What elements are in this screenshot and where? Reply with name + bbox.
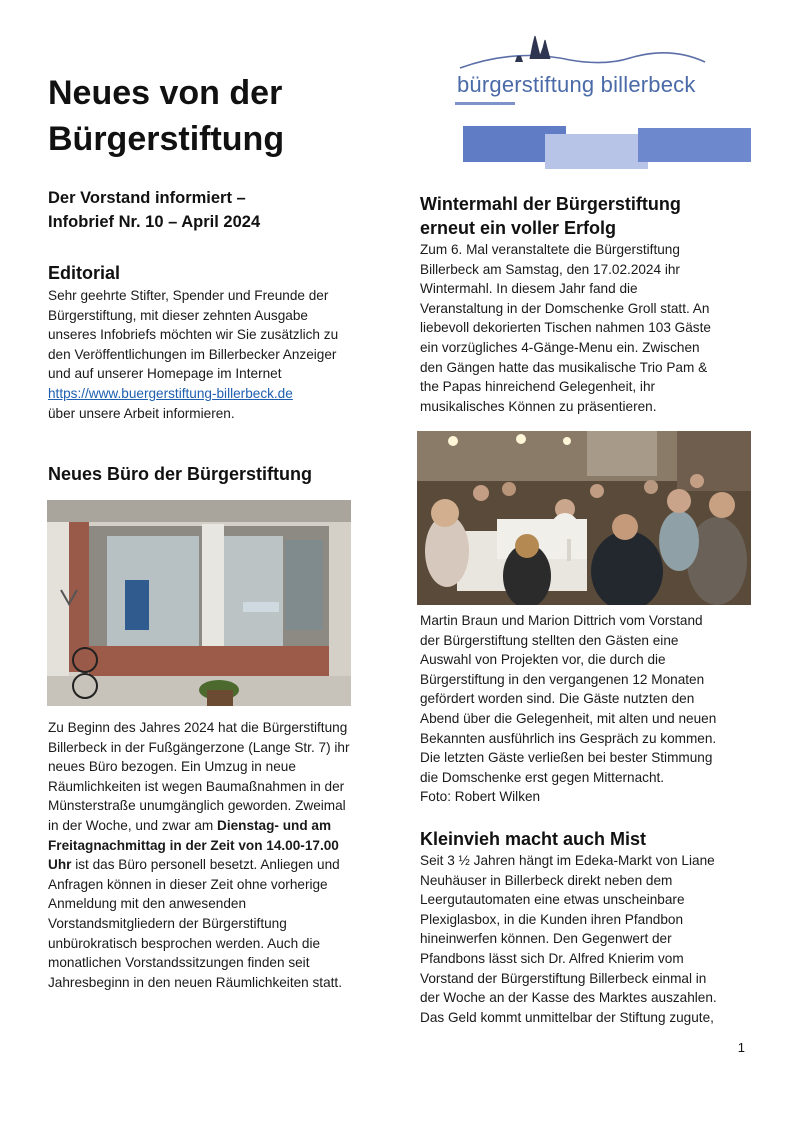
office-hours-bold: Uhr — [48, 857, 72, 873]
text-line: neues Büro bezogen. Ein Umzug in neue — [48, 759, 296, 775]
text-line: Bürgerstiftung, mit dieser zehnten Ausgabe — [48, 307, 308, 323]
text-line: Seit 3 ½ Jahren hängt im Edeka-Markt von Liane — [420, 853, 715, 868]
text-line: Die letzten Gäste verließen bei bester Stimmung — [420, 750, 713, 766]
text-line: the Papas hinreichend Gelegenheit, ihr — [420, 379, 656, 395]
photo-credit: Foto: Robert Wilken — [420, 789, 541, 805]
page-title — [48, 70, 408, 162]
office-heading: Neues Büro der Bürgerstiftung — [48, 464, 313, 484]
subtitle-line: Der Vorstand informiert – — [48, 189, 246, 207]
text-line: Jahresbeginn in den neuen Räumlichkeiten statt. — [48, 974, 342, 990]
issue-subtitle — [48, 186, 388, 234]
text-line: der Woche an der Kasse des Marktes auszahlen. — [420, 990, 717, 1006]
text-line: Pfandbons lässt sich Dr. Alfred Knierim vom — [420, 950, 684, 966]
office-photo — [47, 500, 351, 706]
text-line: liebevoll dekorierten Tischen nahmen 103 Gäste — [420, 320, 711, 336]
editorial-heading: Editorial — [48, 263, 121, 283]
text-line: Martin Braun und Marion Dittrich vom Vorstand — [420, 613, 703, 628]
text-segment: ist das Büro personell besetzt. Anliegen und — [71, 857, 340, 873]
text-line: ein vorzügliches 4-Gänge-Menu ein. Zwischen — [420, 339, 700, 355]
kleinvieh-text — [420, 851, 765, 1027]
text-line: der Bürgerstiftung stellten den Gästen eine — [420, 632, 679, 648]
editorial-text — [48, 286, 393, 423]
subtitle-line: Infobrief Nr. 10 – April 2024 — [48, 213, 261, 231]
text-line: gefördert worden sind. Die Gäste nutzten den — [420, 691, 695, 707]
text-line: Das Geld kommt unmittelbar der Stiftung zugute, — [420, 1009, 714, 1025]
text-line: Auswahl von Projekten vor, die durch die — [420, 652, 666, 668]
wintermahl-heading — [420, 192, 760, 240]
text-line: monatlichen Vorstandssitzungen finden seit — [48, 955, 310, 971]
text-line: Sehr geehrte Stifter, Spender und Freunde der — [48, 288, 329, 303]
text-line: die Domschenke erst gegen Mitternacht. — [420, 769, 665, 785]
kleinvieh-heading: Kleinvieh macht auch Mist — [420, 829, 647, 849]
text-line: unseres Infobriefs möchten wir Sie zusätzlich zu — [48, 327, 339, 343]
text-line: Plexiglasbox, in die Kunden ihren Pfandbon — [420, 911, 684, 927]
text-line: den Gängen hatte das musikalische Trio Pam & — [420, 359, 708, 375]
text-line: Veranstaltung in der Domschenke Groll statt. An — [420, 300, 710, 316]
dinner-caption — [420, 611, 765, 807]
text-line: Bürgerstiftung in den vergangenen 12 Monaten — [420, 671, 705, 687]
text-line: Zum 6. Mal veranstaltete die Bürgerstiftung — [420, 242, 680, 257]
page-title-line: Neues von der — [48, 74, 283, 112]
text-line: Wintermahl. In diesem Jahr fand die — [420, 281, 638, 297]
heading-line: erneut ein voller Erfolg — [420, 218, 617, 238]
heading-line: Wintermahl der Bürgerstiftung — [420, 194, 681, 214]
text-line: musikalisches Können zu präsentieren. — [420, 398, 657, 414]
text-line: unbürokratisch besprochen werden. Auch die — [48, 935, 321, 951]
homepage-link[interactable]: https://www.buergerstiftung-billerbeck.de — [48, 385, 293, 401]
text-line: den Veröffentlichungen im Billerbecker Anzeiger — [48, 346, 337, 362]
wintermahl-text — [420, 240, 765, 416]
text-line: hineinwerfen können. Den Gegenwert der — [420, 931, 672, 947]
office-text — [48, 718, 393, 992]
text-line: Abend über die Gelegenheit, mit alten und neuen — [420, 710, 717, 726]
text-line: Zu Beginn des Jahres 2024 hat die Bürgerstiftung — [48, 720, 348, 735]
text-line: Billerbeck in der Fußgängerzone (Lange Str. 7) ihr — [48, 739, 350, 755]
text-line: Münsterstraße unumgänglich geworden. Zweimal — [48, 798, 346, 814]
text-line: Vorstand der Bürgerstiftung Billerbeck einmal in — [420, 970, 707, 986]
page-number: 1 — [737, 1040, 745, 1055]
text-line: Räumlichkeiten ist wegen Baumaßnahmen in der — [48, 778, 345, 794]
logo-text: bürgerstiftung billerbeck — [457, 72, 696, 97]
text-line: und auf unserer Homepage im Internet — [48, 366, 282, 382]
text-line: Anfragen können in dieser Zeit ohne vorherige — [48, 876, 328, 892]
text-line: Anmeldung mit den anwesenden — [48, 896, 246, 912]
text-line: Neuhäuser in Billerbeck direkt neben dem — [420, 872, 673, 888]
dinner-photo — [417, 431, 751, 605]
text-line: Leergutautomaten eine etwas unscheinbare — [420, 892, 685, 908]
text-line: Billerbeck am Samstag, den 17.02.2024 ihr — [420, 261, 680, 277]
text-line: Vorstandsmitgliedern der Bürgerstiftung — [48, 915, 287, 931]
text-line: über unsere Arbeit informieren. — [48, 405, 235, 421]
text-segment: in der Woche, und zwar am — [48, 817, 217, 833]
logo-bar-dark-right — [638, 128, 751, 162]
office-hours-bold: Dienstag- und am — [217, 817, 332, 833]
page-title-line: Bürgerstiftung — [48, 120, 285, 158]
logo — [455, 34, 755, 169]
office-hours-bold: Freitagnachmittag in der Zeit von 14.00-17.00 — [48, 837, 339, 853]
text-line: Bekannten ausführlich ins Gespräch zu kommen. — [420, 730, 717, 746]
church-skyline-icon — [455, 34, 755, 74]
logo-bar-light — [545, 134, 648, 169]
logo-underline — [455, 102, 515, 105]
